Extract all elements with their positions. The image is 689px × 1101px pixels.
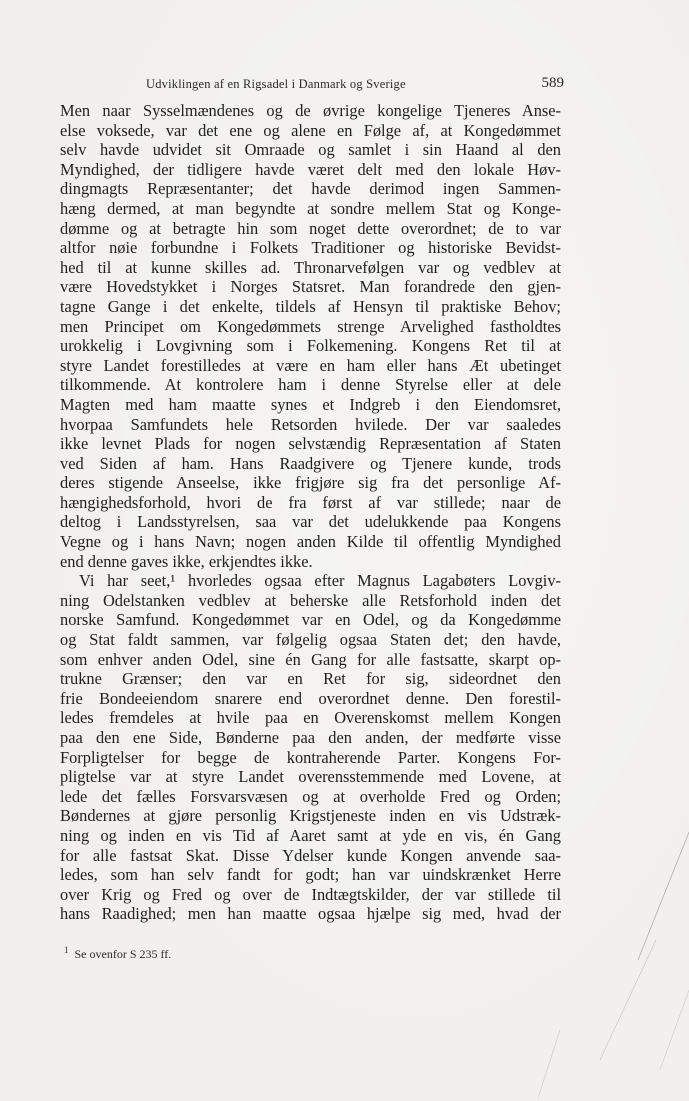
crease-line (538, 1030, 560, 1098)
text-line: være Hovedstykket i Norges Statsret. Man forandrede den gjen- (60, 277, 561, 297)
text-line: paa den ene Side, Bønderne paa den anden, der medførte visse (60, 728, 561, 747)
crease-line (600, 940, 656, 1060)
text-line: ledes, som han selv fandt for godt; han var uindskrænket Herre (60, 865, 561, 885)
crease-line (638, 832, 689, 960)
text-line: dømme og at betragte hin som noget dette overordnet; de to var (60, 218, 561, 238)
text-line: ikke levnet Plads for nogen selvstændig Repræsentation af Staten (60, 434, 561, 454)
running-head: Udviklingen af en Rigsadel i Danmark og Sverige (146, 77, 406, 91)
text-line: men Principet om Kongedømmets strenge Arvelighed fastholdtes (60, 316, 561, 336)
text-line: dingmagts Repræsentanter; det havde derimod ingen Sammen- (60, 179, 561, 199)
text-line: ved Siden af ham. Hans Raadgivere og Tjenere kunde, trods (60, 453, 561, 473)
text-line: Myndighed, der tidligere havde været delt med den lokale Høv- (60, 159, 561, 179)
text-line: pligtelse var at styre Landet overensstemmende med Lovene, at (60, 767, 561, 787)
text-line: som enhver anden Odel, sine én Gang for alle fastsatte, skarpt op- (60, 649, 561, 669)
footnote-text: Se ovenfor S 235 ff. (74, 947, 172, 961)
text-line: hed til at kunne skilles ad. Thronarvefølgen var og vedblev at (60, 257, 561, 277)
text-line: Vegne og i hans Navn; nogen anden Kilde til offentlig Myndighed (60, 532, 561, 552)
text-line: Vi har seet,¹ hvorledes ogsaa efter Magnus Lagabøters Lovgiv- (79, 571, 561, 591)
text-line: hængighedsforhold, hvori de fra først af var stillede; naar de (60, 492, 561, 512)
text-line: lede det fælles Forsvarsvæsen og at overholde Fred og Orden; (60, 786, 561, 806)
crease-line (660, 990, 689, 1070)
text-line: deltog i Landsstyrelsen, saa var det udelukkende paa Kongens (60, 512, 561, 532)
text-line: hæng dermed, at man begyndte at sondre mellem Stat og Konge- (60, 198, 561, 218)
text-line: Magten med ham maatte synes et Indgreb i den Eiendomsret, (60, 394, 561, 414)
text-line: hvorpaa Samfundets hele Retsorden hvilede. Der var saaledes (60, 414, 561, 434)
text-line: selv havde udvidet sit Omraade og samlet i sin Haand al den (60, 140, 561, 160)
text-line: urokkelig i Lovgivning som i Folkemening. Kongens Ret til at (60, 336, 561, 356)
text-line: ning Odelstanken vedblev at beherske alle Retsforhold inden det (60, 590, 561, 610)
text-line: frie Bondeeiendom snarere end overordnet denne. Den forestil- (60, 688, 561, 708)
text-line: ning og inden en vis Tid af Aaret samt at yde en vis, én Gang (60, 825, 561, 845)
text-line: deres stigende Anseelse, ikke frigjøre sig fra det personlige Af- (60, 473, 561, 493)
text-line: Men naar Sysselmændenes og de øvrige kongelige Tjeneres Anse- (60, 101, 561, 120)
text-line: styre Landet forestilledes at være en ham eller hans Æt ubetinget (60, 355, 561, 375)
text-line: over Krig og Fred og over de Indtægtskilder, der var stillede til (60, 884, 561, 904)
text-line: norske Samfund. Kongedømmet var en Odel, og da Kongedømme (60, 610, 561, 630)
text-line: else voksede, var det ene og alene en Følge af, at Kongedømmet (60, 120, 561, 140)
text-line: Forpligtelser for begge de kontraherende Parter. Kongens For- (60, 747, 561, 767)
page-number: 589 (541, 75, 564, 91)
text-line: altfor nøie forbundne i Folkets Traditioner og historiske Bevidst- (60, 238, 561, 258)
text-line: og Stat faldt sammen, var følgelig ogsaa Staten det; den havde, (60, 630, 561, 650)
text-line: end denne gaves ikke, erkjendtes ikke. (60, 551, 313, 571)
text-line: tilkommende. At kontrolere ham i denne Styrelse eller at dele (60, 375, 561, 395)
text-line: Bøndernes at gjøre personlig Krigstjeneste inden en vis Udstræk- (60, 806, 561, 826)
text-line: trukne Grænser; den var en Ret for sig, sideordnet den (60, 669, 561, 689)
text-line: ledes fremdeles at hvile paa en Overenskomst mellem Kongen (60, 708, 561, 728)
footnote-mark: 1 (64, 945, 69, 955)
text-line: hans Raadighed; men han maatte ogsaa hjælpe sig med, hvad der (60, 904, 561, 924)
text-line: for alle fastsat Skat. Disse Ydelser kunde Kongen anvende saa- (60, 845, 561, 865)
text-line: tagne Gange i det enkelte, tildels af Hensyn til praktiske Behov; (60, 296, 561, 316)
